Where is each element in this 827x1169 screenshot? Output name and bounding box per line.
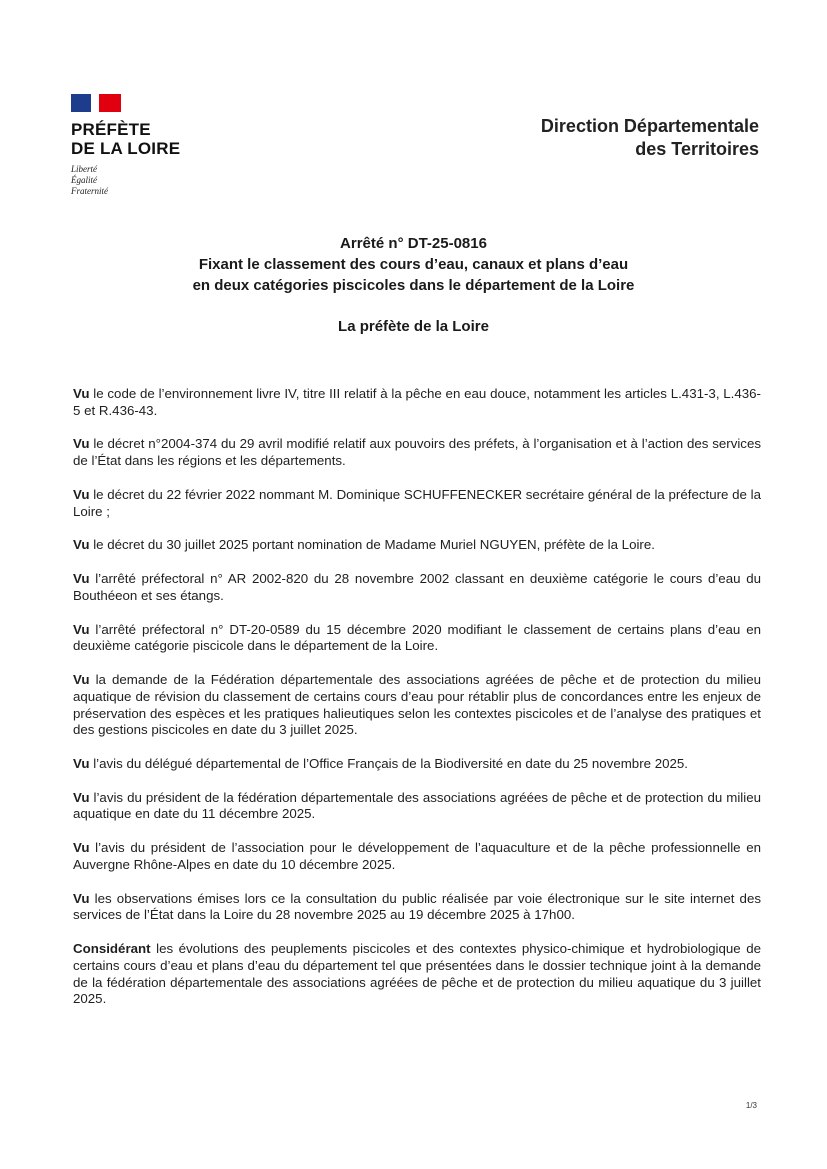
recital-lead: Vu	[73, 486, 90, 502]
recital-text: l’avis du délégué départemental de l’Office Français de la Biodiversité en date du 25 novembre 2025.	[89, 755, 688, 771]
recital-lead: Vu	[73, 672, 90, 688]
recital-lead: Vu	[73, 571, 90, 587]
recital-text: le code de l’environnement livre IV, titre III relatif à la pêche en eau douce, notamment les articles L.431-3, L.436-5 et R.436-43.	[73, 386, 761, 418]
department-line2: des Territoires	[635, 139, 759, 159]
recital-paragraph	[73, 840, 761, 873]
decree-object-line2: en deux catégories piscicoles dans le département de la Loire	[192, 277, 635, 294]
issuing-department	[459, 115, 759, 161]
decree-body	[73, 386, 761, 1025]
prefecture-name	[71, 120, 221, 158]
department-line1: Direction Départementale	[540, 116, 759, 136]
decree-number: Arrêté n° DT-25-0816	[340, 235, 487, 252]
prefecture-logo-block	[71, 94, 221, 197]
recital-lead: Vu	[73, 789, 90, 805]
recital-lead: Vu	[73, 386, 90, 401]
marianne-flag-icon	[71, 94, 121, 112]
recital-text: la demande de la Fédération départementale des associations agréées de pêche et de protection du milieu aquatique de révision du classement de certains cours d’eau pour rétablir plus de concordances entre les enjeux de préservation des espèces et les pratiques halieutiques selon les contextes piscicoles et de l’analyse des pratiques et des gestions piscicoles en date du 3 juillet 2025.	[73, 672, 761, 738]
page-number: 1/3	[745, 1101, 757, 1110]
recital-text: le décret du 30 juillet 2025 portant nomination de Madame Muriel NGUYEN, préfète de la Loire.	[89, 537, 655, 553]
motto-fraternite: Fraternité	[71, 186, 108, 196]
recital-paragraph	[73, 672, 761, 738]
republic-motto	[71, 164, 221, 197]
recital-paragraph	[73, 537, 761, 554]
recital-text: l’arrêté préfectoral n° DT-20-0589 du 15 décembre 2020 modifiant le classement de certains plans d’eau en deuxième catégorie piscicole dans le département de la Loire.	[73, 621, 761, 654]
recital-paragraph	[73, 487, 761, 520]
recital-paragraph	[73, 571, 761, 604]
recital-paragraph	[73, 386, 761, 419]
recital-paragraph	[73, 756, 761, 773]
considering-text: les évolutions des peuplements piscicoles et des contextes physico-chimique et hydrobiologique de certains cours d’eau et plans d’eau du département tel que présentées dans le dossier technique joint à la demande de la fédération départementale des associations agréées de pêche et de protection du milieu aquatique du 3 juillet 2025.	[73, 941, 761, 1007]
recital-lead: Vu	[73, 537, 90, 553]
recital-paragraph	[73, 790, 761, 823]
recital-paragraph	[73, 891, 761, 924]
decree-title	[120, 233, 707, 296]
decree-authority: La préfète de la Loire	[338, 318, 489, 335]
recital-lead: Vu	[73, 755, 90, 771]
recital-lead: Vu	[73, 436, 90, 452]
motto-egalite: Égalité	[71, 175, 97, 185]
recital-text: l’arrêté préfectoral n° AR 2002-820 du 28 novembre 2002 classant en deuxième catégorie le cours d’eau du Bouthéeon et ses étangs.	[73, 571, 761, 603]
prefecture-name-line1: PRÉFÈTE	[71, 120, 151, 139]
recital-lead: Vu	[73, 840, 90, 856]
recital-text: le décret n°2004-374 du 29 avril modifié relatif aux pouvoirs des préfets, à l’organisation et à l’action des services de l’État dans les régions et les départements.	[73, 436, 761, 469]
recital-text: l’avis du président de la fédération départementale des associations agréées de pêche et de protection du milieu aquatique en date du 11 décembre 2025.	[73, 789, 761, 822]
recital-text: l’avis du président de l’association pour le développement de l’aquaculture et de la pêche professionnelle en Auvergne Rhône-Alpes en date du 10 décembre 2025.	[73, 840, 761, 872]
recital-text: les observations émises lors ce la consultation du public réalisée par voie électronique sur le site internet des services de l’État dans la Loire du 28 novembre 2025 au 19 décembre 2025 à 17h00.	[73, 890, 761, 923]
prefecture-name-line2: DE LA LOIRE	[71, 139, 181, 158]
motto-liberte: Liberté	[71, 164, 97, 174]
recital-lead: Vu	[73, 890, 90, 906]
recital-paragraph	[73, 622, 761, 655]
recital-lead: Vu	[73, 621, 90, 637]
recital-text: le décret du 22 février 2022 nommant M. Dominique SCHUFFENECKER secrétaire général de la préfecture de la Loire ;	[73, 486, 761, 519]
decree-object-line1: Fixant le classement des cours d’eau, canaux et plans d’eau	[198, 256, 629, 273]
considering-paragraph	[73, 941, 761, 1007]
considering-lead: Considérant	[73, 941, 151, 957]
recital-paragraph	[73, 436, 761, 469]
